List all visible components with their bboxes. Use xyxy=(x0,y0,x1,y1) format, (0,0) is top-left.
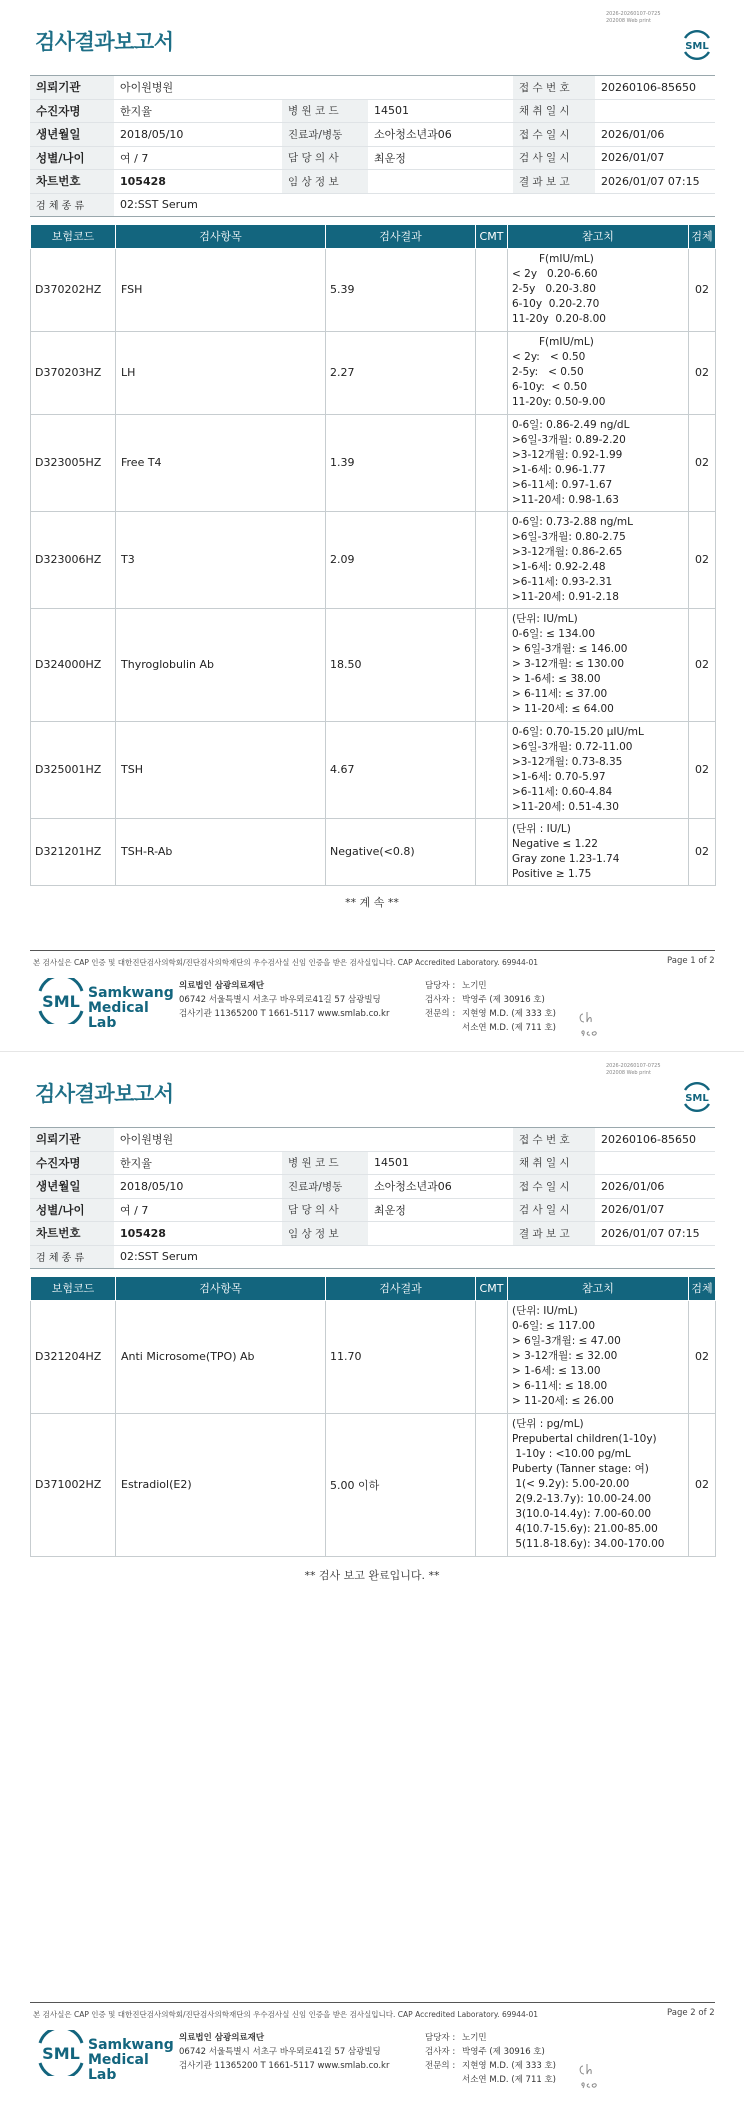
patient-info-table xyxy=(30,1127,715,1269)
reference-range xyxy=(508,818,689,885)
value-hospital-code: 14501 xyxy=(368,1151,513,1175)
label-hospital-code: 병 원 코 드 xyxy=(282,1151,368,1175)
value-specimen-type: 02:SST Serum xyxy=(114,1245,715,1269)
sml-logo-icon xyxy=(680,28,714,62)
label-sex-age: 성별/나이 xyxy=(30,1198,114,1222)
result-row xyxy=(31,511,716,608)
reference-range xyxy=(508,331,689,414)
result-row xyxy=(31,248,716,331)
specimen-code: 02 xyxy=(689,818,716,885)
reference-line: >6일-3개월: 0.80-2.75 xyxy=(512,530,626,543)
reference-line: 2(9.2-13.7y): 10.00-24.00 xyxy=(512,1493,652,1505)
sml-logo-icon xyxy=(680,1080,714,1114)
footer-accreditation-note: 본 검사실은 CAP 인증 및 대한진단검사의학회/진단검사의학재단의 우수검사실 신임 인증을 받은 검사실입니다. CAP Accredited Laboratory. 69944-01 xyxy=(33,958,539,967)
test-result: 18.50 xyxy=(326,608,476,721)
result-row xyxy=(31,608,716,721)
test-item: Thyroglobulin Ab xyxy=(116,608,326,721)
cmt-cell xyxy=(476,414,508,511)
reference-line: 2-5y 0.20-3.80 xyxy=(512,283,596,295)
value-sex-age: 여 / 7 xyxy=(114,146,282,170)
reference-line: (단위: IU/mL) xyxy=(512,1305,578,1317)
value-chart-number: 105428 xyxy=(114,1222,282,1246)
cmt-cell xyxy=(476,721,508,818)
stamp-line: 2026-20260107-0725 xyxy=(606,1063,661,1069)
col-insurance-code: 보험코드 xyxy=(31,1277,116,1300)
patient-info-table xyxy=(30,75,715,217)
footer-divider xyxy=(30,950,715,951)
print-stamp xyxy=(606,11,661,25)
reference-line: > 6-11세: ≤ 37.00 xyxy=(512,688,608,700)
report-complete-notice: ** 검사 보고 완료입니다. ** xyxy=(304,1569,440,1582)
info-row xyxy=(30,1151,715,1175)
value-clinical-info xyxy=(368,170,513,194)
col-insurance-code: 보험코드 xyxy=(31,225,116,248)
reference-line: 11-20y 0.20-8.00 xyxy=(512,313,606,325)
label-hospital-code: 병 원 코 드 xyxy=(282,99,368,123)
reference-line: F(mIU/mL) xyxy=(539,253,594,265)
reference-line: >6-11세: 0.93-2.31 xyxy=(512,575,613,588)
reference-line: > 3-12개월: ≤ 32.00 xyxy=(512,1350,618,1362)
document-title: 검사결과보고서 xyxy=(35,30,174,54)
results-header xyxy=(31,225,716,248)
cmt-cell xyxy=(476,511,508,608)
col-test-result: 검사결과 xyxy=(326,1277,476,1300)
reference-line: >6-11세: 0.97-1.67 xyxy=(512,478,613,491)
result-row xyxy=(31,721,716,818)
value-result-report: 2026/01/07 07:15 xyxy=(595,1222,715,1246)
test-result: 1.39 xyxy=(326,414,476,511)
insurance-code: D371002HZ xyxy=(31,1413,116,1556)
info-row xyxy=(30,1128,715,1152)
insurance-code: D321201HZ xyxy=(31,818,116,885)
specimen-code: 02 xyxy=(689,248,716,331)
test-item: LH xyxy=(116,331,326,414)
cmt-cell xyxy=(476,331,508,414)
specimen-code: 02 xyxy=(689,1413,716,1556)
svg-text:SML: SML xyxy=(42,992,80,1011)
reference-line: > 1-6세: ≤ 13.00 xyxy=(512,1365,601,1377)
info-row xyxy=(30,170,715,194)
staff-info: 담당자 : 노기민 검사자 : 박영주 (제 30916 호) 전문의 : 지현영 M.D. (제 333 호) 서소연 M.D. (제 711 호) xyxy=(425,2033,557,2085)
info-row xyxy=(30,1222,715,1246)
value-sex-age: 여 / 7 xyxy=(114,1198,282,1222)
value-collection-date xyxy=(595,1151,715,1175)
organization-info: 의료법인 삼광의료재단 06742 서울특별시 서초구 바우뫼로41길 57 삼광빌딩 검사기관 11365200 T 1661-5117 www.smlab.co.kr xyxy=(179,981,390,1019)
test-item: T3 xyxy=(116,511,326,608)
result-row xyxy=(31,818,716,885)
value-department: 소아청소년과06 xyxy=(368,1175,513,1199)
col-cmt: CMT xyxy=(476,225,508,248)
info-row xyxy=(30,99,715,123)
label-doctor: 담 당 의 사 xyxy=(282,146,368,170)
page-number: Page 1 of 2 xyxy=(667,956,715,966)
result-row xyxy=(31,1413,716,1556)
value-chart-number: 105428 xyxy=(114,170,282,194)
reference-line: Puberty (Tanner stage: 여) xyxy=(512,1463,649,1475)
col-test-item: 검사항목 xyxy=(116,225,326,248)
test-result: 5.39 xyxy=(326,248,476,331)
col-specimen: 검체 xyxy=(689,225,716,248)
results-header xyxy=(31,1277,716,1300)
reference-line: (단위 : pg/mL) xyxy=(512,1418,584,1430)
label-department: 진료과/병동 xyxy=(282,123,368,147)
value-patient-name: 한지율 xyxy=(114,1151,282,1175)
reference-line: 11-20y: 0.50-9.00 xyxy=(512,396,606,408)
sml-logo-icon xyxy=(36,978,86,1024)
result-row xyxy=(31,331,716,414)
info-row xyxy=(30,1198,715,1222)
reference-line: >6일-3개월: 0.72-11.00 xyxy=(512,740,633,753)
reference-line: 6-10y: < 0.50 xyxy=(512,381,588,393)
specimen-code: 02 xyxy=(689,331,716,414)
reference-line: >11-20세: 0.98-1.63 xyxy=(512,493,619,506)
staff-info: 담당자 : 노기민 검사자 : 박영주 (제 30916 호) 전문의 : 지현영 M.D. (제 333 호) 서소연 M.D. (제 711 호) xyxy=(425,981,557,1033)
insurance-code: D324000HZ xyxy=(31,608,116,721)
value-result-report: 2026/01/07 07:15 xyxy=(595,170,715,194)
reference-line: >3-12개월: 0.92-1.99 xyxy=(512,448,623,461)
reference-line: (단위: IU/mL) xyxy=(512,613,578,625)
test-result: 11.70 xyxy=(326,1300,476,1413)
label-specimen-type: 검 체 종 류 xyxy=(30,1245,114,1269)
info-row xyxy=(30,1175,715,1199)
reference-line: 0-6일: 0.86-2.49 ng/dL xyxy=(512,418,630,431)
value-receipt-number: 20260106-85650 xyxy=(595,1128,715,1152)
reference-range xyxy=(508,511,689,608)
test-result: Negative(<0.8) xyxy=(326,818,476,885)
reference-range xyxy=(508,248,689,331)
reference-line: Gray zone 1.23-1.74 xyxy=(512,852,620,865)
insurance-code: D325001HZ xyxy=(31,721,116,818)
results-table xyxy=(30,1277,716,1557)
specimen-code: 02 xyxy=(689,414,716,511)
specimen-code: 02 xyxy=(689,511,716,608)
label-requesting-institution: 의뢰기관 xyxy=(30,76,114,100)
reference-range xyxy=(508,721,689,818)
col-cmt: CMT xyxy=(476,1277,508,1300)
report-page-2 xyxy=(0,1052,744,2104)
reference-line: >6일-3개월: 0.89-2.20 xyxy=(512,433,626,446)
stamp-line: 202008 Web print xyxy=(606,18,651,24)
test-item: TSH xyxy=(116,721,326,818)
value-collection-date xyxy=(595,99,715,123)
reference-line: Negative ≤ 1.22 xyxy=(512,837,598,850)
signature-icon xyxy=(577,1000,617,1040)
reference-line: 0-6일: ≤ 134.00 xyxy=(512,628,596,640)
reference-line: Prepubertal children(1-10y) xyxy=(512,1433,657,1445)
reference-line: >6-11세: 0.60-4.84 xyxy=(512,785,613,798)
value-receipt-number: 20260106-85650 xyxy=(595,76,715,100)
cmt-cell xyxy=(476,818,508,885)
result-row xyxy=(31,414,716,511)
print-stamp xyxy=(606,1063,661,1077)
logo-wordmark: Samkwang Medical Lab xyxy=(88,985,174,1031)
document-title: 검사결과보고서 xyxy=(35,1082,174,1106)
insurance-code: D323005HZ xyxy=(31,414,116,511)
reference-line: 0-6일: ≤ 117.00 xyxy=(512,1320,596,1332)
signature-icon xyxy=(577,2052,617,2092)
reference-line: >1-6세: 0.70-5.97 xyxy=(512,770,606,783)
reference-line: > 11-20세: ≤ 64.00 xyxy=(512,703,614,715)
results-table xyxy=(30,225,716,886)
insurance-code: D370202HZ xyxy=(31,248,116,331)
svg-text:SML: SML xyxy=(685,1093,709,1104)
info-row xyxy=(30,146,715,170)
footer-divider xyxy=(30,2002,715,2003)
reference-line: < 2y: < 0.50 xyxy=(512,351,586,363)
cmt-cell xyxy=(476,1413,508,1556)
reference-line: Positive ≥ 1.75 xyxy=(512,867,592,880)
label-department: 진료과/병동 xyxy=(282,1175,368,1199)
stamp-line: 202008 Web print xyxy=(606,1070,651,1076)
value-test-date: 2026/01/07 xyxy=(595,1198,715,1222)
reference-line: 4(10.7-15.6y): 21.00-85.00 xyxy=(512,1523,658,1535)
label-collection-date: 채 취 일 시 xyxy=(513,1151,595,1175)
specimen-code: 02 xyxy=(689,608,716,721)
reference-line: >3-12개월: 0.86-2.65 xyxy=(512,545,623,558)
label-requesting-institution: 의뢰기관 xyxy=(30,1128,114,1152)
reference-line: 6-10y 0.20-2.70 xyxy=(512,298,600,310)
test-item: Anti Microsome(TPO) Ab xyxy=(116,1300,326,1413)
specimen-code: 02 xyxy=(689,721,716,818)
label-birth-date: 생년월일 xyxy=(30,1175,114,1199)
reference-line: >11-20세: 0.91-2.18 xyxy=(512,590,619,603)
label-chart-number: 차트번호 xyxy=(30,1222,114,1246)
label-collection-date: 채 취 일 시 xyxy=(513,99,595,123)
reference-line: 0-6일: 0.73-2.88 ng/mL xyxy=(512,515,633,528)
reference-line: < 2y 0.20-6.60 xyxy=(512,268,598,280)
result-row xyxy=(31,1300,716,1413)
info-row xyxy=(30,76,715,100)
value-test-date: 2026/01/07 xyxy=(595,146,715,170)
reference-line: > 3-12개월: ≤ 130.00 xyxy=(512,658,625,670)
test-result: 2.09 xyxy=(326,511,476,608)
reference-line: 2-5y: < 0.50 xyxy=(512,366,584,378)
reference-range xyxy=(508,608,689,721)
info-row xyxy=(30,123,715,147)
col-test-result: 검사결과 xyxy=(326,225,476,248)
label-test-date: 검 사 일 시 xyxy=(513,1198,595,1222)
sml-logo-icon xyxy=(36,2030,86,2076)
reference-range xyxy=(508,1413,689,1556)
label-receipt-number: 접 수 번 호 xyxy=(513,1128,595,1152)
value-specimen-type: 02:SST Serum xyxy=(114,193,715,217)
label-doctor: 담 당 의 사 xyxy=(282,1198,368,1222)
label-specimen-type: 검 체 종 류 xyxy=(30,193,114,217)
stamp-line: 2026-20260107-0725 xyxy=(606,11,661,17)
col-test-item: 검사항목 xyxy=(116,1277,326,1300)
cmt-cell xyxy=(476,608,508,721)
label-patient-name: 수진자명 xyxy=(30,1151,114,1175)
value-requesting-institution: 아이원병원 xyxy=(114,1128,513,1152)
col-reference: 참고치 xyxy=(508,1277,689,1300)
specimen-code: 02 xyxy=(689,1300,716,1413)
reference-line: > 11-20세: ≤ 26.00 xyxy=(512,1395,614,1407)
value-clinical-info xyxy=(368,1222,513,1246)
value-doctor: 최운정 xyxy=(368,146,513,170)
label-clinical-info: 임 상 정 보 xyxy=(282,1222,368,1246)
label-patient-name: 수진자명 xyxy=(30,99,114,123)
reference-line: 5(11.8-18.6y): 34.00-170.00 xyxy=(512,1538,665,1550)
value-birth-date: 2018/05/10 xyxy=(114,123,282,147)
test-item: Free T4 xyxy=(116,414,326,511)
test-item: TSH-R-Ab xyxy=(116,818,326,885)
label-result-report: 결 과 보 고 xyxy=(513,170,595,194)
reference-line: >1-6세: 0.92-2.48 xyxy=(512,560,606,573)
continued-notice: ** 계 속 ** xyxy=(345,896,399,909)
test-item: FSH xyxy=(116,248,326,331)
label-clinical-info: 임 상 정 보 xyxy=(282,170,368,194)
reference-line: F(mIU/mL) xyxy=(539,336,594,348)
reference-range xyxy=(508,414,689,511)
reference-line: 1-10y : <10.00 pg/mL xyxy=(512,1448,631,1460)
samkwang-logo xyxy=(36,2030,174,2083)
cmt-cell xyxy=(476,248,508,331)
reference-line: >3-12개월: 0.73-8.35 xyxy=(512,755,623,768)
insurance-code: D370203HZ xyxy=(31,331,116,414)
page-number: Page 2 of 2 xyxy=(667,2008,715,2018)
reference-line: > 6-11세: ≤ 18.00 xyxy=(512,1380,608,1392)
insurance-code: D321204HZ xyxy=(31,1300,116,1413)
reference-line: > 6일-3개월: ≤ 47.00 xyxy=(512,1335,621,1347)
label-result-report: 결 과 보 고 xyxy=(513,1222,595,1246)
value-requesting-institution: 아이원병원 xyxy=(114,76,513,100)
value-doctor: 최운정 xyxy=(368,1198,513,1222)
reference-line: >1-6세: 0.96-1.77 xyxy=(512,463,606,476)
label-chart-number: 차트번호 xyxy=(30,170,114,194)
label-receipt-number: 접 수 번 호 xyxy=(513,76,595,100)
info-row xyxy=(30,193,715,217)
value-hospital-code: 14501 xyxy=(368,99,513,123)
col-specimen: 검체 xyxy=(689,1277,716,1300)
reference-line: (단위 : IU/L) xyxy=(512,822,571,835)
value-patient-name: 한지율 xyxy=(114,99,282,123)
svg-text:SML: SML xyxy=(685,41,709,52)
label-sex-age: 성별/나이 xyxy=(30,146,114,170)
logo-wordmark: Samkwang Medical Lab xyxy=(88,2037,174,2083)
reference-line: > 6일-3개월: ≤ 146.00 xyxy=(512,643,628,655)
label-receipt-date: 접 수 일 시 xyxy=(513,1175,595,1199)
value-department: 소아청소년과06 xyxy=(368,123,513,147)
organization-info: 의료법인 삼광의료재단 06742 서울특별시 서초구 바우뫼로41길 57 삼광빌딩 검사기관 11365200 T 1661-5117 www.smlab.co.kr xyxy=(179,2033,390,2071)
footer-accreditation-note: 본 검사실은 CAP 인증 및 대한진단검사의학회/진단검사의학재단의 우수검사실 신임 인증을 받은 검사실입니다. CAP Accredited Laboratory. 69944-01 xyxy=(33,2010,539,2019)
reference-line: >11-20세: 0.51-4.30 xyxy=(512,800,619,813)
reference-line: > 1-6세: ≤ 38.00 xyxy=(512,673,601,685)
label-birth-date: 생년월일 xyxy=(30,123,114,147)
test-result: 4.67 xyxy=(326,721,476,818)
label-receipt-date: 접 수 일 시 xyxy=(513,123,595,147)
info-row xyxy=(30,1245,715,1269)
test-item: Estradiol(E2) xyxy=(116,1413,326,1556)
value-receipt-date: 2026/01/06 xyxy=(595,123,715,147)
value-receipt-date: 2026/01/06 xyxy=(595,1175,715,1199)
samkwang-logo xyxy=(36,978,174,1031)
reference-line: 0-6일: 0.70-15.20 μIU/mL xyxy=(512,725,644,738)
test-result: 5.00 이하 xyxy=(326,1413,476,1556)
cmt-cell xyxy=(476,1300,508,1413)
svg-text:SML: SML xyxy=(42,2044,80,2063)
reference-line: 3(10.0-14.4y): 7.00-60.00 xyxy=(512,1508,652,1520)
label-test-date: 검 사 일 시 xyxy=(513,146,595,170)
insurance-code: D323006HZ xyxy=(31,511,116,608)
reference-line: 1(< 9.2y): 5.00-20.00 xyxy=(512,1478,630,1490)
test-result: 2.27 xyxy=(326,331,476,414)
value-birth-date: 2018/05/10 xyxy=(114,1175,282,1199)
reference-range xyxy=(508,1300,689,1413)
col-reference: 참고치 xyxy=(508,225,689,248)
